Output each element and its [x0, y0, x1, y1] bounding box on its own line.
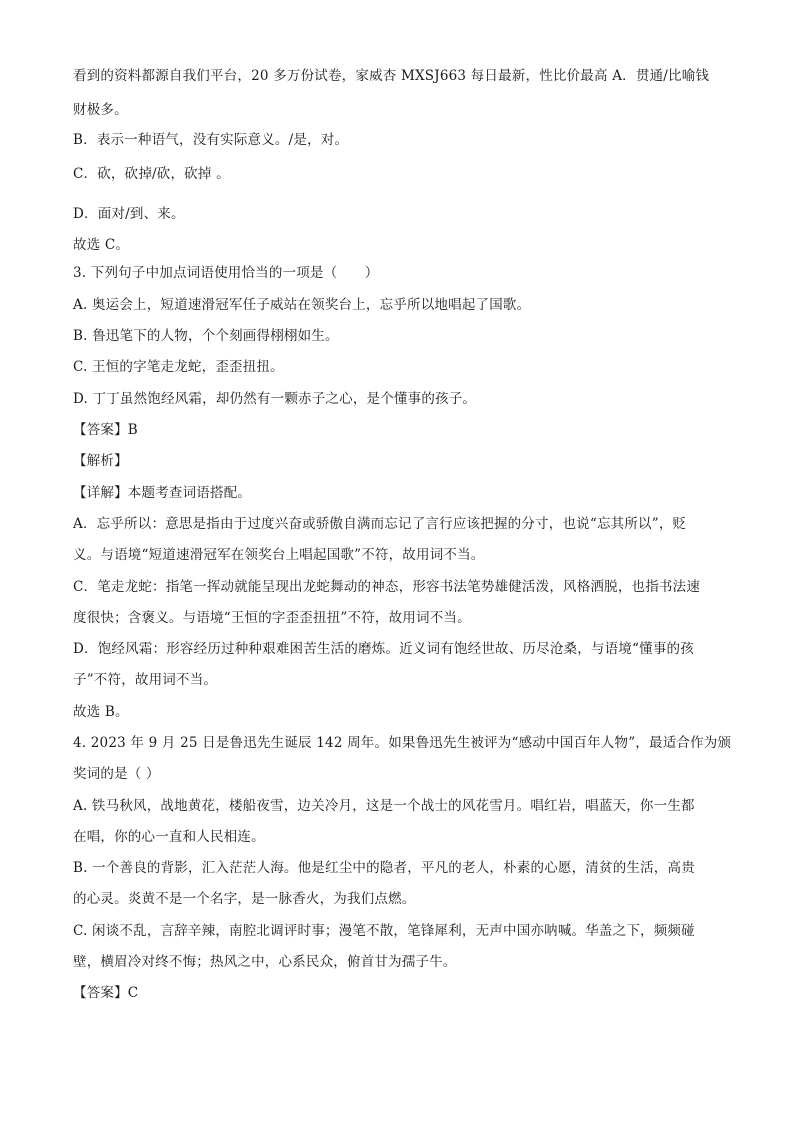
text-line-6: 故选 C。	[73, 237, 130, 253]
question-4-option-b-line-1: B. 一个善良的背影，汇入茫茫人海。他是红尘中的隐者，平凡的老人，朴素的心愿，清贫的生活，高贵	[73, 860, 695, 876]
text-line-2: 财极多。	[73, 102, 128, 118]
answer-label-4: 【答案】C	[73, 985, 139, 1001]
question-3-option-a: A. 奥运会上，短道速滑冠军任子威站在领奖台上，忘乎所以地唱起了国歌。	[73, 297, 531, 313]
text-line-3: B．表示一种语气，没有实际意义。/是，对。	[73, 132, 349, 148]
explanation-a-line-1: A．忘乎所以：意思是指由于过度兴奋或骄傲自满而忘记了言行应该把握的分寸，也说“忘其所以”，贬	[73, 516, 687, 532]
detail-label: 【详解】本题考查词语搭配。	[73, 485, 252, 501]
question-4-stem-line-2: 奖词的是（ ）	[73, 766, 160, 782]
text-line-1: 看到的资料都源自我们平台，20 多万份试卷，家威杏 MXSJ663 每日最新，性比价最高 A．贯通/比喻钱	[73, 68, 710, 84]
question-4-option-a-line-2: 在唱，你的心一直和人民相连。	[73, 829, 265, 845]
text-line-4: C．砍，砍掉/砍，砍掉 。	[73, 166, 230, 182]
explanation-c-line-2: 度很快；含褒义。与语境“王恒的字歪歪扭扭”不符，故用词不当。	[73, 610, 471, 626]
question-4-stem-line-1: 4. 2023 年 9 月 25 日是鲁迅先生诞辰 142 周年。如果鲁迅先生被评为“感动中国百年人物”，最适合作为颁	[73, 735, 732, 751]
choice-line-3: 故选 B。	[73, 704, 129, 720]
question-4-option-b-line-2: 的心灵。炎黄不是一个名字，是一脉香火，为我们点燃。	[73, 891, 416, 907]
question-4-option-a-line-1: A. 铁马秋风，战地黄花，楼船夜雪，边关冷月，这是一个战士的风花雪月。唱红岩，唱蓝天，你一生都	[73, 798, 695, 814]
text-line-5: D．面对/到、来。	[73, 206, 185, 222]
question-3-stem: 3. 下列句子中加点词语使用恰当的一项是（ ）	[73, 265, 379, 281]
question-4-option-c-line-1: C. 闲谈不乱，言辞辛辣，南腔北调评时事；漫笔不散，笔锋犀利，无声中国亦呐喊。华盖之下，频频碰	[73, 923, 695, 939]
explanation-a-line-2: 义。与语境“短道速滑冠军在领奖台上唱起国歌”不符，故用词不当。	[73, 547, 485, 563]
explanation-c-line-1: C．笔走龙蛇：指笔一挥动就能呈现出龙蛇舞动的神态，形容书法笔势雄健活泼，风格洒脱，也指书法速	[73, 579, 701, 595]
explanation-d-line-1: D．饱经风霜：形容经历过种种艰难困苦生活的磨炼。近义词有饱经世故、历尽沧桑，与语境“懂事的孩	[73, 641, 694, 657]
question-3-option-c: C. 王恒的字笔走龙蛇，歪歪扭扭。	[73, 359, 284, 375]
explanation-d-line-2: 子”不符，故用词不当。	[73, 672, 218, 688]
analysis-label: 【解析】	[73, 453, 128, 469]
question-3-option-b: B. 鲁迅笔下的人物，个个刻画得栩栩如生。	[73, 328, 339, 344]
question-4-option-c-line-2: 壁，横眉冷对终不悔；热风之中，心系民众，俯首甘为孺子牛。	[73, 954, 457, 970]
answer-label-3: 【答案】B	[73, 422, 138, 438]
question-3-option-d: D. 丁丁虽然饱经风霜，却仍然有一颗赤子之心，是个懂事的孩子。	[73, 391, 477, 407]
